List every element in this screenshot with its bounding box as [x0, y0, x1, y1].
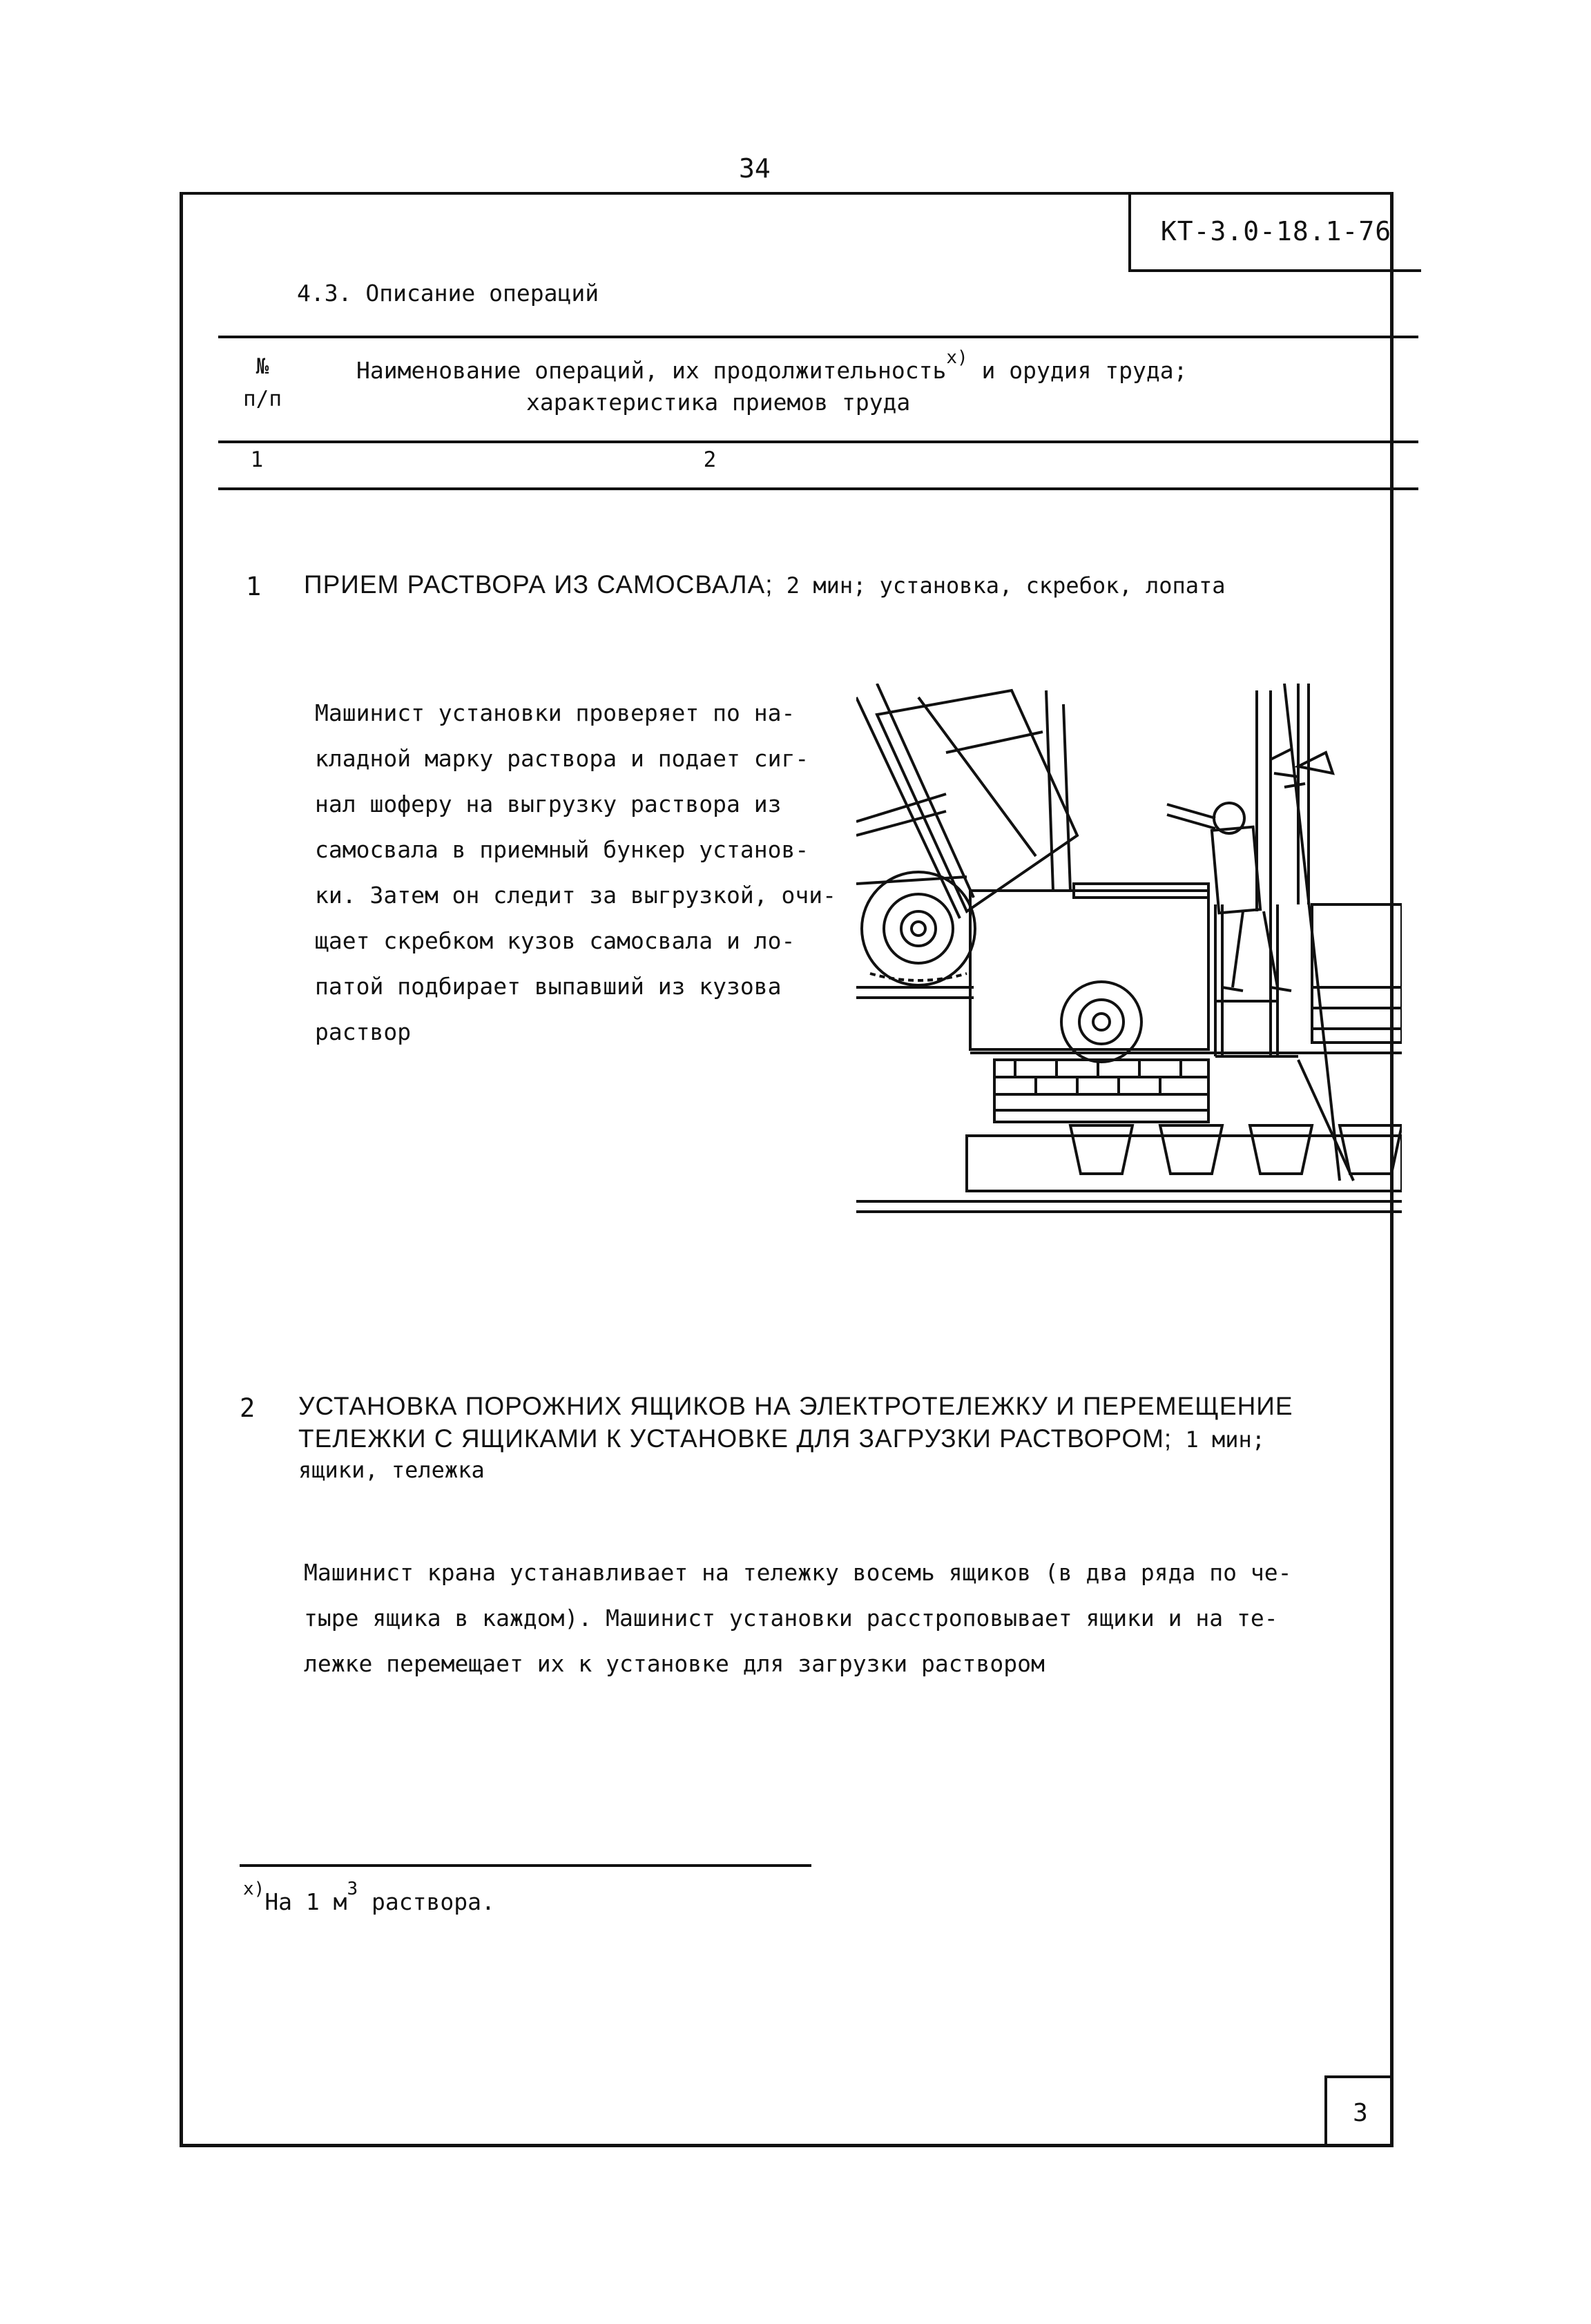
description-line: лежке перемещает их к установке для загрузки раствором — [304, 1650, 1045, 1677]
operation-2-heading-line1: УСТАНОВКА ПОРОЖНИХ ЯЩИКОВ НА ЭЛЕКТРОТЕЛЕЖКУ И ПЕРЕМЕЩЕНИЕ — [298, 1392, 1293, 1420]
operation-1-description — [315, 690, 840, 1055]
header-number-sublabel: п/п — [243, 387, 282, 411]
sheet-number: 3 — [1324, 2075, 1394, 2147]
column-index-1: 1 — [250, 447, 264, 472]
description-line: тыре ящика в каждом). Машинист установки расстроповывает ящики и на те- — [304, 1605, 1278, 1631]
operation-2-heading-line2: ТЕЛЕЖКИ С ЯЩИКАМИ К УСТАНОВКЕ ДЛЯ ЗАГРУЗКИ РАСТВОРОМ; 1 мин; — [298, 1424, 1266, 1453]
operation-1-heading: ПРИЕМ РАСТВОРА ИЗ САМОСВАЛА; 2 мин; установка, скребок, лопата — [304, 570, 1226, 599]
operation-1-number: 1 — [246, 572, 262, 601]
header-bottom-rule — [218, 487, 1418, 490]
column-index-2: 2 — [703, 447, 717, 472]
footnote: $^{х)}$На 1 $м^3$ раствора. — [243, 1879, 495, 1915]
operation-2-tools: ящики, тележка — [298, 1457, 485, 1483]
description-line: самосвала в приемный бункер установ- — [315, 836, 809, 863]
header-title-line1: Наименование операций, их продолжительность$^{х)}$ и орудия труда; — [356, 347, 1188, 384]
section-title: 4.3. Описание операций — [297, 280, 599, 307]
operation-2-description — [304, 1550, 1353, 1687]
dump-truck-illustration — [856, 684, 1402, 1222]
description-line: нал шоферу на выгрузку раствора из — [315, 791, 782, 817]
description-line: кладной марку раствора и подает сиг- — [315, 745, 809, 772]
description-line: раствор — [315, 1018, 412, 1045]
footnote-rule — [240, 1864, 811, 1867]
header-number-label: № — [255, 354, 269, 379]
description-line: патой подбирает выпавший из кузова — [315, 973, 782, 1000]
header-mid-rule — [218, 440, 1418, 443]
header-title-line2: характеристика приемов труда — [526, 389, 911, 416]
header-top-rule — [218, 336, 1418, 338]
description-line: ки. Затем он следит за выгрузкой, очи- — [315, 882, 836, 909]
page-number: 34 — [739, 153, 771, 184]
document-code: КТ-3.0-18.1-76 — [1128, 193, 1421, 272]
description-line: щает скребком кузов самосвала и ло- — [315, 927, 796, 954]
operation-2-number: 2 — [240, 1393, 255, 1423]
description-line: Машинист установки проверяет по на- — [315, 699, 796, 726]
description-line: Машинист крана устанавливает на тележку восемь ящиков (в два ряда по че- — [304, 1559, 1292, 1586]
